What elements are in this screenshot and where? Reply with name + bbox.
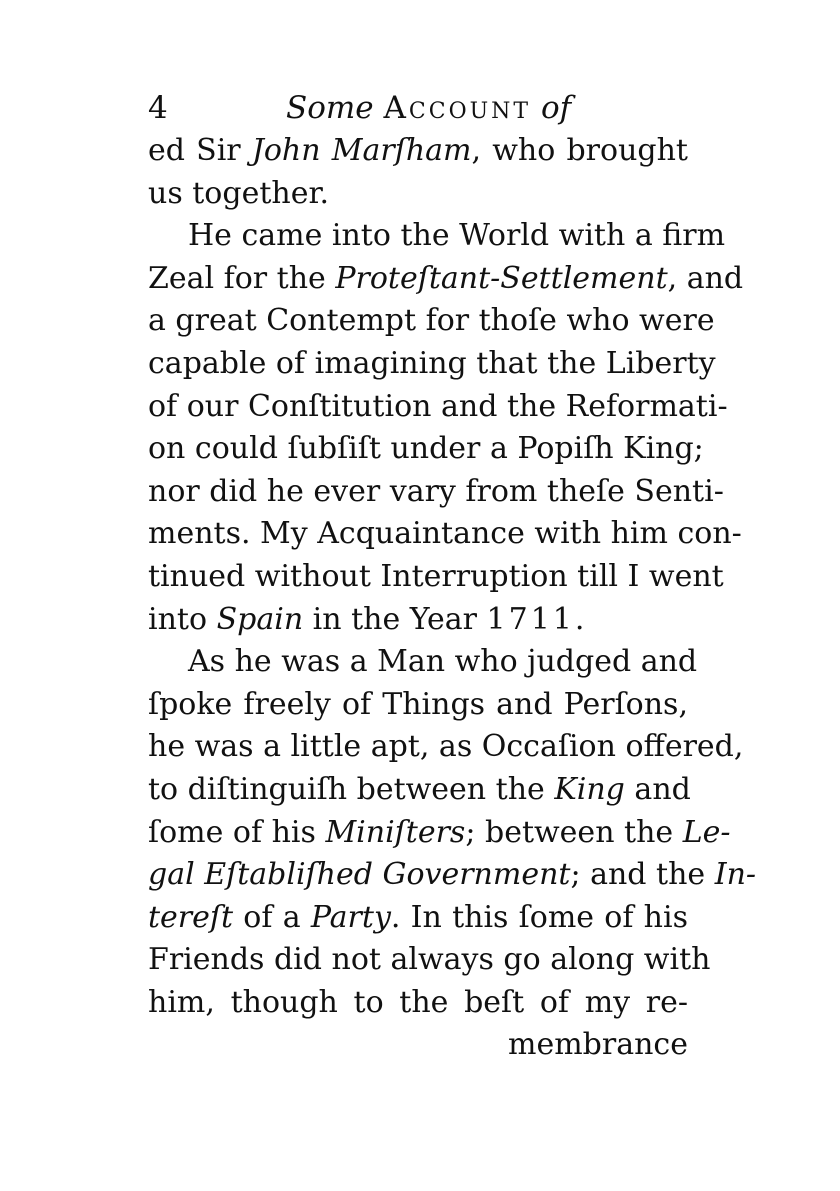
text-line: capable of imagining that the Liberty bbox=[148, 345, 716, 381]
text-line: of our Conſtitution and the Reformati- bbox=[148, 388, 728, 424]
italic-word: Le- bbox=[682, 814, 731, 850]
text-line bbox=[148, 769, 691, 812]
text-line: ſpoke freely of Things and Perſons, bbox=[148, 686, 688, 722]
page-number: 4 bbox=[148, 90, 168, 126]
book-page bbox=[148, 86, 757, 1067]
text-span: , who brought bbox=[471, 133, 688, 168]
text-line: ments. My Acquaintance with him con- bbox=[148, 516, 742, 552]
running-title-some: Some bbox=[286, 90, 374, 126]
catchword: membrance bbox=[508, 1027, 688, 1063]
text-line bbox=[148, 854, 757, 897]
running-title-account: Account bbox=[383, 90, 532, 126]
italic-word: King bbox=[554, 771, 625, 807]
text-line bbox=[148, 812, 731, 855]
text-span: ; between the bbox=[465, 814, 683, 850]
text-span: . In this ſome of his bbox=[390, 899, 688, 935]
text-span: of a bbox=[233, 899, 311, 935]
body-text bbox=[148, 130, 757, 1067]
text-span: ſome of his bbox=[148, 814, 326, 850]
text-line: He came into the World with a firm bbox=[188, 218, 726, 254]
text-span: to diſtinguiſh between the bbox=[148, 771, 555, 807]
text-span: Zeal for the bbox=[148, 260, 336, 296]
text-line: a great Contempt for thoſe who were bbox=[148, 303, 715, 339]
text-line: on could ſubſiſt under a Popiſh King; bbox=[148, 431, 704, 467]
text-line: nor did he ever vary from theſe Senti- bbox=[148, 473, 724, 509]
text-line: tinued without Interruption till I went bbox=[148, 558, 724, 594]
running-title bbox=[286, 86, 571, 130]
text-line bbox=[148, 599, 688, 642]
italic-word: Miniſters bbox=[325, 814, 466, 850]
text-span: in the Year bbox=[303, 601, 487, 637]
italic-name: John Marſham bbox=[251, 133, 472, 168]
year-number: 1711 bbox=[486, 601, 575, 637]
italic-phrase: Proteſtant-Settlement bbox=[335, 260, 668, 296]
text-line: Friends did not always go along with bbox=[148, 942, 711, 978]
italic-phrase: gal Eſtabliſhed Government bbox=[148, 857, 571, 893]
text-line bbox=[148, 897, 688, 940]
text-line bbox=[148, 258, 744, 301]
text-span: . bbox=[574, 601, 585, 637]
text-span: into bbox=[148, 601, 217, 637]
text-line: us together. bbox=[148, 175, 330, 211]
text-span: and bbox=[624, 771, 691, 807]
text-span: , and bbox=[667, 260, 744, 296]
italic-word: Party bbox=[310, 899, 391, 935]
text-line: him, though to the beſt of my re- bbox=[148, 984, 688, 1020]
italic-word: tereſt bbox=[148, 899, 234, 935]
running-title-of: of bbox=[540, 90, 572, 126]
text-span: ed Sir bbox=[148, 133, 252, 168]
text-line: he was a little apt, as Occaſion offered, bbox=[148, 729, 744, 765]
page-header bbox=[148, 86, 688, 130]
text-line bbox=[148, 130, 688, 173]
italic-place: Spain bbox=[216, 601, 304, 637]
text-span: ; and the bbox=[570, 857, 715, 893]
italic-word: In- bbox=[714, 857, 757, 893]
text-line: As he was a Man who judged and bbox=[188, 644, 698, 680]
